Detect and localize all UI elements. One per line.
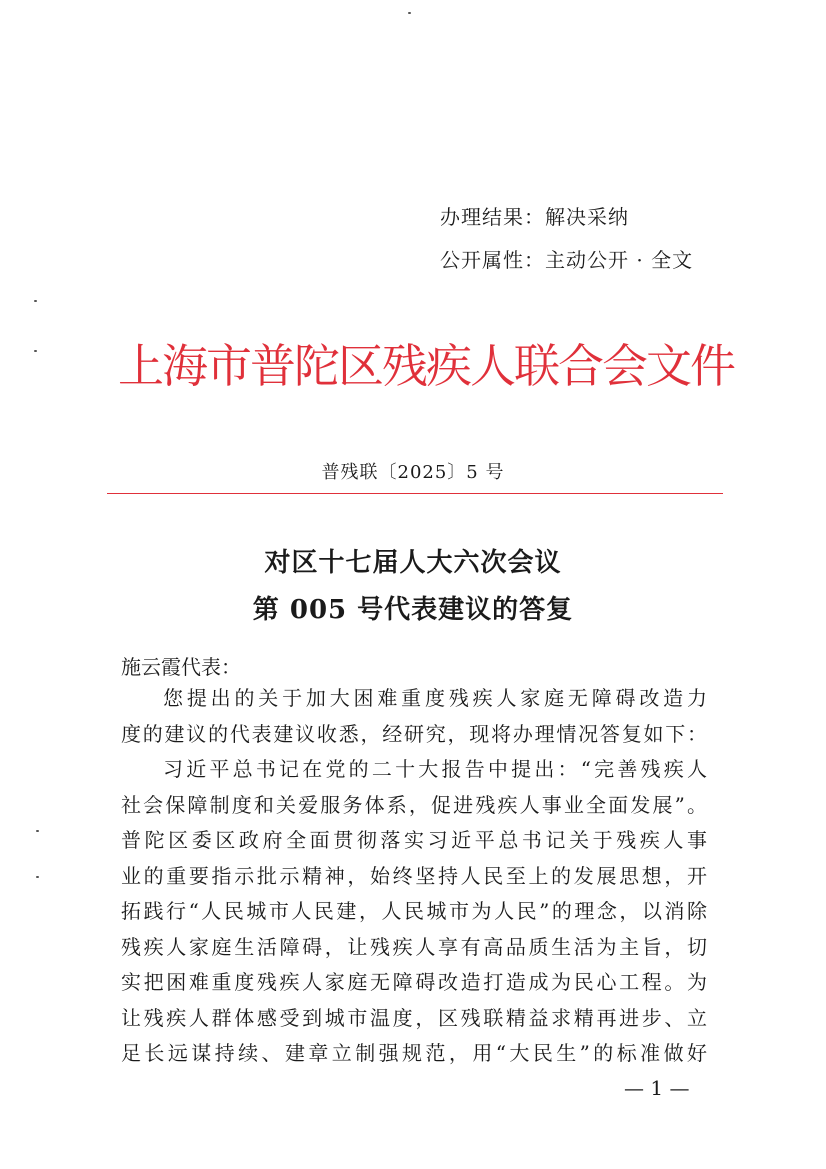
document-title-line-2: 第 005 号代表建议的答复 bbox=[252, 595, 574, 625]
body-line: 足长远谋持续、建章立制强规范，用“大民生”的标准做好 bbox=[121, 1041, 707, 1065]
document-number: 普残联〔2025〕5 号 bbox=[321, 462, 505, 483]
document-title-line-1: 对区十七届人大六次会议 bbox=[264, 548, 562, 578]
handling-result: 办理结果：解决采纳 bbox=[440, 205, 629, 229]
page-number: — 1 — bbox=[624, 1076, 690, 1100]
document-masthead: 上海市普陀区残疾人联合会文件 bbox=[118, 339, 734, 393]
body-line: 让残疾人群体感受到城市温度，区残联精益求精再进步、立 bbox=[121, 1005, 707, 1030]
scan-speck bbox=[36, 876, 39, 878]
disclosure-attribute: 公开属性：主动公开 · 全文 bbox=[440, 248, 694, 272]
body-line: 您提出的关于加大困难重度残疾人家庭无障碍改造力 bbox=[163, 686, 707, 710]
body-line: 拓践行“人民城市人民建，人民城市为人民”的理念，以消除 bbox=[121, 899, 707, 923]
body-line: 业的重要指示批示精神，始终坚持人民至上的发展思想，开 bbox=[121, 863, 707, 888]
body-line: 普陀区委区政府全面贯彻落实习近平总书记关于残疾人事 bbox=[121, 828, 707, 852]
scan-speck bbox=[408, 12, 411, 14]
body-text bbox=[121, 681, 707, 1072]
body-line: 度的建议的代表建议收悉，经研究，现将办理情况答复如下： bbox=[121, 721, 707, 746]
body-line: 实把困难重度残疾人家庭无障碍改造打造成为民心工程。为 bbox=[121, 970, 707, 994]
scan-speck bbox=[34, 300, 37, 302]
body-line: 社会保障制度和关爱服务体系，促进残疾人事业全面发展”。 bbox=[121, 792, 707, 817]
scan-speck bbox=[34, 350, 37, 352]
scan-speck bbox=[36, 830, 39, 832]
body-line: 习近平总书记在党的二十大报告中提出：“完善残疾人 bbox=[163, 757, 707, 781]
body-line: 残疾人家庭生活障碍，让残疾人享有高品质生活为主旨，切 bbox=[121, 934, 707, 959]
red-divider-line bbox=[107, 493, 723, 494]
salutation: 施云霞代表： bbox=[121, 655, 241, 679]
